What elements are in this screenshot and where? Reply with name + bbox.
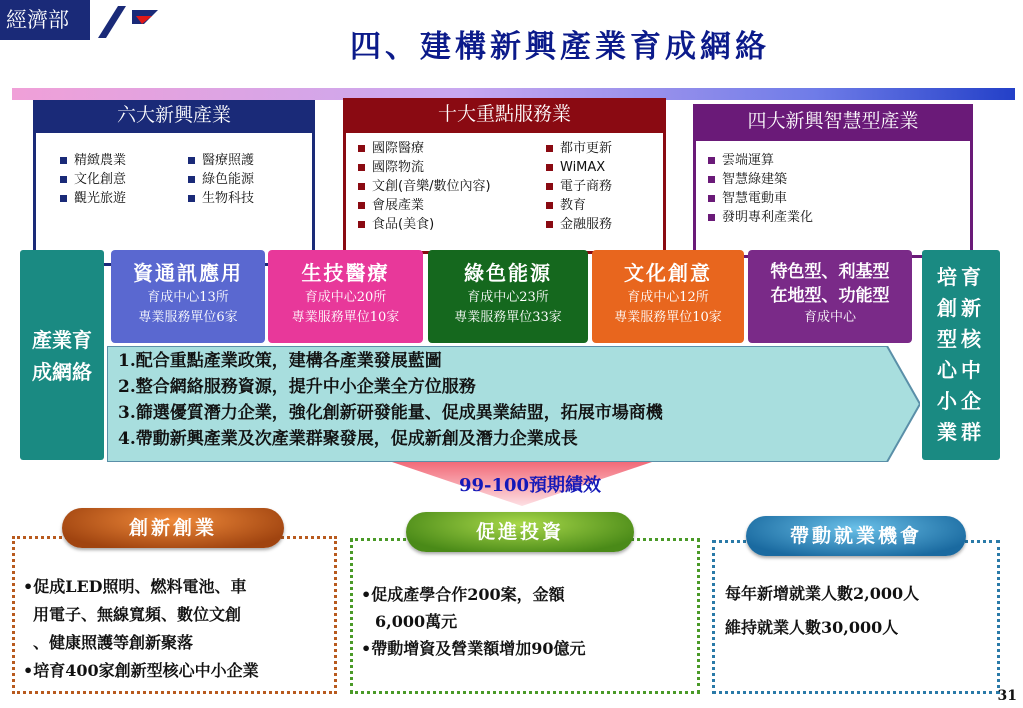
network-strategy-points: [118, 348, 918, 452]
category-six-emerging: [33, 100, 315, 242]
strategy-point: 2.整合網絡服務資源，提升中小企業全方位服務: [118, 377, 476, 397]
list-item: 生物科技: [186, 189, 254, 208]
pill-employment-opportunity: 帶動就業機會: [746, 516, 966, 556]
result-box-innovation: •促成LED照明、燃料電池、車 用電子、無線寬頻、數位文創 、健康照護等創新聚落 •培育400家創新型核心中小企業: [12, 536, 337, 694]
tile-green-energy: 綠色能源 育成中心23所 專業服務單位33家: [428, 250, 588, 343]
list-item: 電子商務: [544, 177, 612, 196]
page-number: 31: [997, 688, 1017, 704]
list-item: 發明專利產業化: [706, 208, 970, 227]
org-logo-label: 經濟部: [0, 0, 90, 40]
tile-cultural-creative: 文化創意 育成中心12所 專業服務單位10家: [592, 250, 744, 343]
list-item: 綠色能源: [186, 170, 254, 189]
category-header: 四大新興智慧型產業: [693, 104, 973, 138]
category-list: [706, 151, 970, 227]
list-item: 文創(音樂/數位內容): [356, 177, 544, 196]
category-ten-services: [343, 98, 666, 242]
pill-promote-investment: 促進投資: [406, 512, 634, 552]
category-list-right: [544, 139, 612, 251]
ministry-logo-icon: [92, 2, 162, 38]
strategy-point: 4.帶動新興產業及次產業群聚發展，促成新創及潛力企業成長: [118, 429, 578, 449]
result-box-employment: 每年新增就業人數2,000人 維持就業人數30,000人: [712, 540, 1000, 694]
performance-label: 99-100預期績效: [458, 475, 602, 496]
list-item: 精緻農業: [58, 151, 186, 170]
category-list-left: [58, 151, 186, 263]
list-item: 雲端運算: [706, 151, 970, 170]
list-item: 國際物流: [356, 158, 544, 177]
list-item: 觀光旅遊: [58, 189, 186, 208]
result-box-investment: •促成產學合作200案，金額 6,000萬元 •帶動增資及營業額增加90億元: [350, 538, 700, 694]
list-item: 食品(美食): [356, 215, 544, 234]
list-item: 教育: [544, 196, 612, 215]
category-four-smart: [693, 104, 973, 242]
pill-innovation-startup: 創新創業: [62, 508, 284, 548]
category-header: 十大重點服務業: [343, 98, 666, 130]
page-title: 四、建構新興產業育成網絡: [350, 29, 770, 65]
tile-biotech-medical: 生技醫療 育成中心20所 專業服務單位10家: [268, 250, 423, 343]
tile-ict-application: 資通訊應用 育成中心13所 專業服務單位6家: [111, 250, 265, 343]
list-item: 會展產業: [356, 196, 544, 215]
category-list-right: [186, 151, 254, 263]
network-left-label: 產業育成網絡: [20, 250, 104, 460]
list-item: 國際醫療: [356, 139, 544, 158]
list-item: 智慧電動車: [706, 189, 970, 208]
strategy-point: 1.配合重點產業政策，建構各產業發展藍圖: [118, 351, 442, 371]
list-item: 都市更新: [544, 139, 612, 158]
list-item: 智慧綠建築: [706, 170, 970, 189]
strategy-point: 3.篩選優質潛力企業，強化創新研發能量、促成異業結盟，拓展市場商機: [118, 403, 663, 423]
category-header: 六大新興產業: [33, 100, 315, 130]
list-item: 金融服務: [544, 215, 612, 234]
tile-specialized-incubation: 特色型、利基型 在地型、功能型 育成中心: [748, 250, 912, 343]
list-item: 醫療照護: [186, 151, 254, 170]
category-list-left: [356, 139, 544, 251]
list-item: WiMAX: [544, 158, 612, 177]
network-right-label: 培育創新型核心中小企業群: [922, 250, 1000, 460]
list-item: 文化創意: [58, 170, 186, 189]
